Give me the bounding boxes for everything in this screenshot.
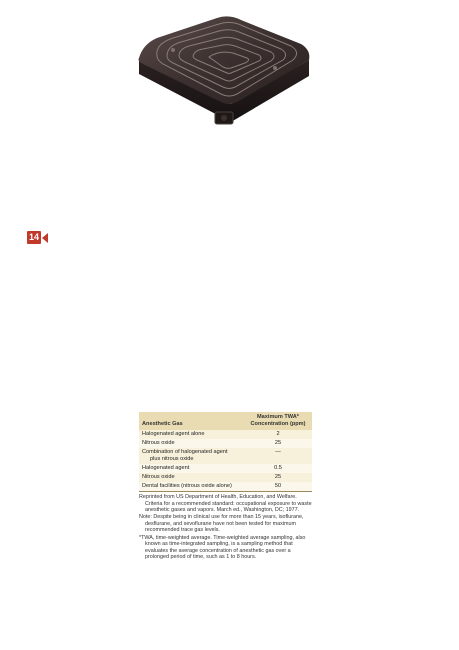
table-row [139, 482, 312, 492]
video-number-badge: 14 [29, 232, 40, 242]
value-cell: 2 [244, 430, 312, 439]
header-concentration [244, 412, 312, 430]
footnote-source: Reprinted from US Department of Health, Education, and Welfare. Criteria for a recommended standard: occupational exposure to waste anesthetic gases and vapors. March ed., Washington, DC; 1977. [139, 494, 312, 514]
table-footnotes [139, 494, 312, 561]
canister-photo [133, 14, 311, 132]
canister-photo-icon [133, 14, 311, 132]
table-row [139, 473, 312, 482]
gas-cell [139, 448, 244, 464]
table-row [139, 448, 312, 464]
header-conc-line2: Concentration (ppm) [250, 421, 306, 427]
gas-cell: Nitrous oxide [139, 473, 244, 482]
footnote-note: Note: Despite being in clinical use for more than 15 years, isoflurane, desflurane, and sevoflurane have not been tested for maximum recommended trace gas levels. [139, 514, 304, 534]
value-cell: 25 [244, 473, 312, 482]
anesthetic-gas-table [139, 412, 312, 561]
gas-line1: Combination of halogenated agent [142, 449, 228, 455]
gas-cell: Halogenated agent [139, 464, 244, 473]
table-row [139, 439, 312, 448]
value-cell: — [244, 448, 312, 464]
header-gas: Anesthetic Gas [139, 412, 244, 430]
gas-cell: Halogenated agent alone [139, 430, 244, 439]
gas-cell: Nitrous oxide [139, 439, 244, 448]
footnote-twa: *TWA, time-weighted average. Time-weighted average sampling, also known as time-integrated sampling, is a sampling method that evaluates the average concentration of anesthetic gas over a prolonged period of time, such as 1 to 8 hours. [139, 534, 306, 561]
video-camera-icon [42, 233, 48, 243]
gas-line2: plus nitrous oxide [150, 456, 194, 462]
video-marker[interactable] [27, 231, 48, 244]
value-cell: 50 [244, 482, 312, 492]
table-row [139, 464, 312, 473]
table-row [139, 430, 312, 439]
value-cell: 0.5 [244, 464, 312, 473]
header-conc-line1: Maximum TWA* [257, 414, 299, 420]
gas-cell: Dental facilities (nitrous oxide alone) [139, 482, 244, 492]
value-cell: 25 [244, 439, 312, 448]
